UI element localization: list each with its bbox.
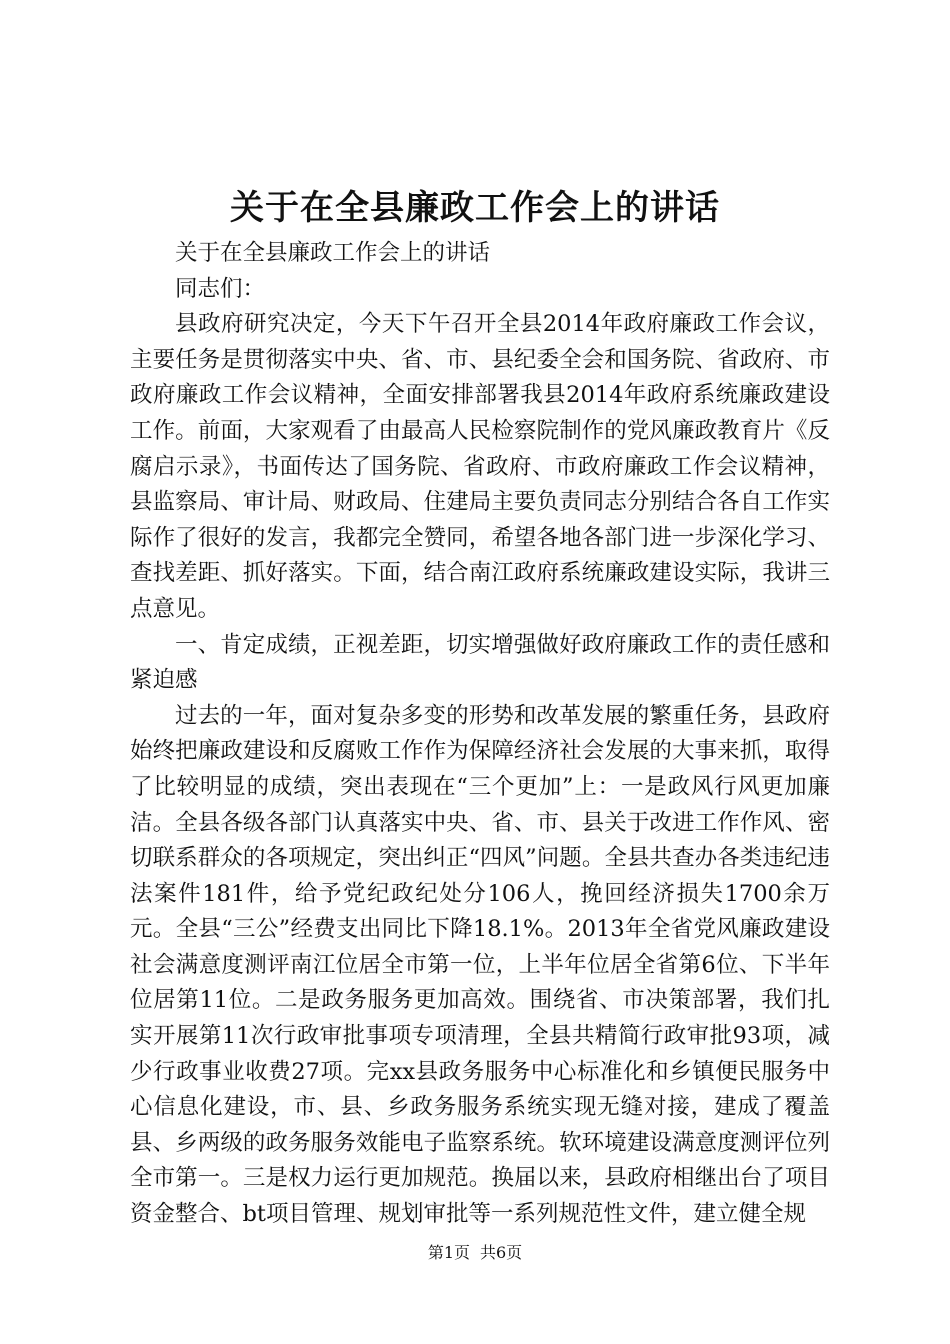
intro-paragraph: 县政府研究决定，今天下午召开全县2014年政府廉政工作会议，主要任务是贯彻落实中央、省、市、县纪委全会和国务院、省政府、市政府廉政工作会议精神，全面安排部署我县2014年政府系统廉政建设工作。前面，大家观看了由最高人民检察院制作的党风廉政教育片《反腐启示录》，书面传达了国务院、省政府、市政府廉政工作会议精神，县监察局、审计局、财政局、住建局主要负责同志分别结合各自工作实际作了很好的发言，我都完全赞同，希望各地各部门进一步深化学习、查找差距、抓好落实。下面，结合南江政府系统廉政建设实际，我讲三点意见。 xyxy=(130,311,830,622)
document-body xyxy=(130,236,830,1233)
document-title: 关于在全县廉政工作会上的讲话 xyxy=(230,188,720,228)
salutation-paragraph: 同志们： xyxy=(175,275,266,302)
page-total: 共6页 xyxy=(480,1243,523,1262)
section-heading: 一、肯定成绩，正视差距，切实增强做好政府廉政工作的责任感和紧迫感 xyxy=(130,631,830,694)
page-number: 第1页 xyxy=(427,1243,470,1262)
subtitle-paragraph: 关于在全县廉政工作会上的讲话 xyxy=(175,240,491,266)
body-paragraph: 过去的一年，面对复杂多变的形势和改革发展的繁重任务，县政府始终把廉政建设和反腐败工作作为保障经济社会发展的大事来抓，取得了比较明显的成绩，突出表现在“三个更加”上：一是政风行风更加廉洁。全县各级各部门认真落实中央、省、市、县关于改进工作作风、密切联系群众的各项规定，突出纠正“四风”问题。全县共查办各类违纪违法案件181件，给予党纪政纪处分106人，挽回经济损失1700余万元。全县“三公”经费支出同比下降18.1%。2013年全省党风廉政建设社会满意度测评南江位居全市第一位，上半年位居全省第6位、下半年位居第11位。二是政务服务更加高效。围绕省、市决策部署，我们扎实开展第11次行政审批事项专项清理，全县共精简行政审批93项，减少行政事业收费27项。完xx县政务服务中心标准化和乡镇便民服务中心信息化建设，市、县、乡政务服务系统实现无缝对接，建成了覆盖县、乡两级的政务服务效能电子监察系统。软环境建设满意度测评位列全市第一。三是权力运行更加规范。换届以来，县政府相继出台了项目资金整合、bt项目管理、规划审批等一系列规范性文件，建立健全规 xyxy=(130,702,830,1228)
page-footer xyxy=(0,1241,950,1265)
